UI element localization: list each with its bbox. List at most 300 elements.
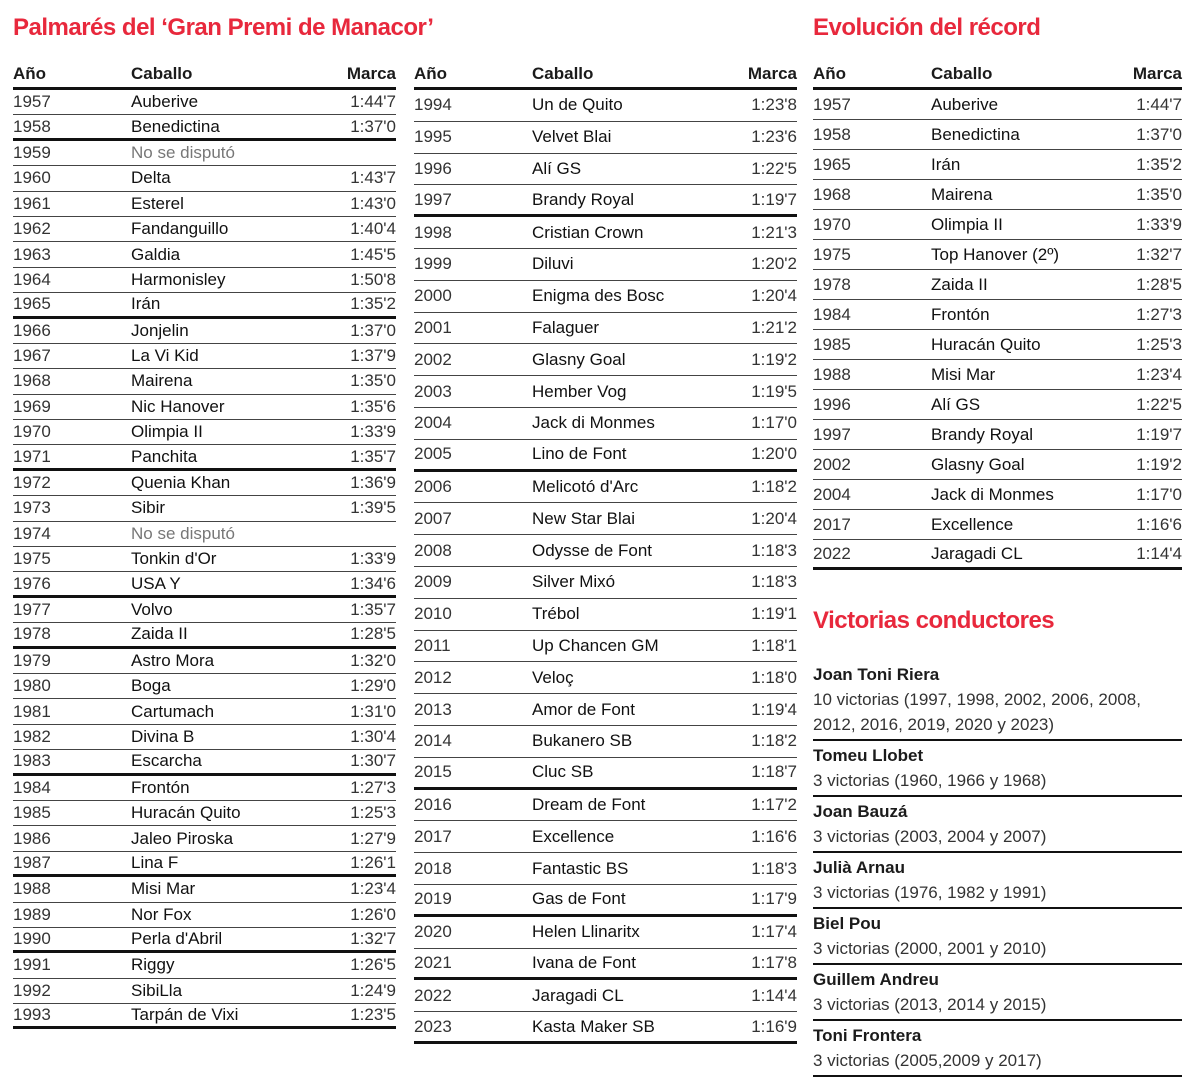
cell-time: 1:26'1 [350, 852, 396, 872]
cell-year: 1988 [813, 364, 851, 384]
header-year: Año [414, 64, 448, 83]
cell-year: 1957 [813, 94, 851, 114]
cell-horse: Odysse de Font [532, 540, 653, 560]
cell-year: 1962 [13, 219, 51, 239]
cell-time: 1:35'2 [350, 294, 396, 314]
table-row [13, 217, 396, 242]
table-row [414, 980, 797, 1012]
cell-horse: Jack di Monmes [532, 413, 655, 433]
table-row [414, 949, 797, 981]
cell-time: 1:23'4 [1136, 364, 1182, 384]
cell-horse: Glasny Goal [532, 349, 626, 369]
table-row [813, 420, 1182, 450]
cell-year: 1975 [13, 549, 51, 569]
table-row [414, 758, 797, 790]
table-row [813, 510, 1182, 540]
cell-horse: Excellence [931, 514, 1014, 534]
table-row [13, 623, 396, 648]
driver-item [813, 965, 1182, 1021]
cell-year: 1997 [813, 424, 851, 444]
header-time: Marca [1132, 64, 1182, 83]
cell-year: 1998 [414, 222, 452, 242]
cell-year: 1986 [13, 828, 51, 848]
cell-horse: Irán [131, 294, 161, 314]
cell-year: 1994 [414, 95, 452, 115]
cell-year: 2014 [414, 731, 452, 751]
cell-horse: Excellence [532, 826, 615, 846]
driver-name: Tomeu Llobet [813, 746, 924, 765]
drivers-title: Victorias conductores [813, 607, 1055, 634]
cell-time: 1:29'0 [350, 676, 396, 696]
cell-time: 1:23'8 [751, 95, 797, 115]
cell-horse: Misi Mar [131, 879, 196, 899]
cell-year: 2011 [414, 635, 451, 655]
cell-horse: Huracán Quito [931, 334, 1041, 354]
cell-year: 1970 [13, 422, 51, 442]
cell-horse: Fantastic BS [532, 858, 629, 878]
cell-horse: Zaida II [931, 274, 988, 294]
cell-horse: La Vi Kid [131, 346, 199, 366]
cell-time: 1:32'7 [350, 929, 396, 949]
cell-horse: Jonjelin [131, 320, 189, 340]
table-row [13, 344, 396, 369]
table-row [813, 240, 1182, 270]
table-row [13, 572, 396, 597]
cell-time: 1:40'4 [350, 219, 396, 239]
driver-name: Julià Arnau [813, 858, 905, 877]
cell-year: 2022 [813, 543, 851, 563]
cell-horse: Jaragadi CL [532, 985, 624, 1005]
cell-time: 1:24'9 [350, 980, 396, 1000]
cell-horse: Brandy Royal [931, 424, 1034, 444]
driver-wins: 3 victorias (1976, 1982 y 1991) [813, 883, 1047, 902]
table-row [13, 395, 396, 420]
cell-horse: Melicotó d'Arc [532, 476, 639, 496]
table-row [813, 270, 1182, 300]
cell-horse: Amor de Font [532, 699, 635, 719]
table-row [414, 726, 797, 758]
table-row [13, 725, 396, 750]
cell-year: 1983 [13, 751, 51, 771]
cell-year: 1977 [13, 600, 51, 619]
cell-year: 2010 [414, 604, 452, 624]
table-row [414, 662, 797, 694]
cell-year: 1965 [813, 154, 851, 174]
table-row [813, 300, 1182, 330]
cell-year: 2022 [414, 985, 452, 1005]
cell-time: 1:36'9 [350, 473, 396, 493]
cell-time: 1:39'5 [350, 498, 396, 518]
driver-name: Biel Pou [813, 914, 882, 933]
table-row [414, 599, 797, 631]
cell-horse: Ivana de Font [532, 952, 636, 972]
table-row [13, 674, 396, 699]
cell-year: 1973 [13, 498, 51, 518]
cell-time: 1:20'2 [751, 254, 797, 274]
cell-horse: Enigma des Bosc [532, 286, 665, 306]
cell-time: 1:35'7 [350, 446, 396, 466]
cell-year: 2001 [414, 317, 452, 337]
table-row [414, 535, 797, 567]
driver-wins: 10 victorias (1997, 1998, 2002, 2006, 2008, 2012, 2016, 2019, 2020 y 2023) [813, 690, 1141, 734]
cell-horse: USA Y [131, 573, 181, 593]
table-row [813, 330, 1182, 360]
cell-time: 1:17'8 [751, 952, 797, 972]
cell-horse: Tarpán de Vixi [131, 1005, 239, 1025]
cell-horse: Dream de Font [532, 794, 646, 814]
cell-horse: Velvet Blai [532, 127, 612, 147]
driver-item [813, 909, 1182, 965]
cell-time: 1:14'4 [751, 985, 797, 1005]
cell-year: 1997 [414, 189, 452, 209]
table-row [414, 790, 797, 822]
cell-time: 1:20'0 [751, 444, 797, 464]
table-row [13, 268, 396, 293]
table-row [414, 217, 797, 249]
cell-horse: Benedictina [931, 124, 1020, 144]
cell-horse: Jaleo Piroska [131, 828, 234, 848]
cell-year: 1968 [13, 371, 51, 391]
cell-time: 1:22'5 [1136, 394, 1182, 414]
table-row [13, 1004, 396, 1029]
cell-time: 1:37'9 [350, 346, 396, 366]
cell-year: 1960 [13, 168, 51, 188]
cell-year: 2017 [813, 514, 851, 534]
cell-year: 1987 [13, 852, 51, 872]
cell-horse: Falaguer [532, 317, 600, 337]
cell-horse: Cristian Crown [532, 222, 644, 242]
cell-time: 1:16'6 [1136, 514, 1182, 534]
cell-year: 1981 [13, 701, 51, 721]
table-row [414, 408, 797, 440]
driver-wins: 3 victorias (2003, 2004 y 2007) [813, 827, 1047, 846]
table-row [13, 979, 396, 1004]
cell-time: 1:21'3 [751, 222, 797, 242]
cell-horse: Huracán Quito [131, 803, 241, 823]
cell-year: 2019 [414, 889, 452, 909]
cell-year: 1990 [13, 929, 51, 949]
cell-time: 1:37'0 [1136, 124, 1182, 144]
cell-year: 1991 [13, 955, 51, 975]
table-row [414, 1012, 797, 1044]
table-row [414, 344, 797, 376]
header-year: Año [813, 64, 847, 83]
cell-horse: Riggy [131, 955, 175, 975]
cell-year: 1989 [13, 904, 51, 924]
driver-item [813, 853, 1182, 909]
cell-time: 1:23'5 [350, 1005, 396, 1025]
cell-time: 1:44'7 [1136, 94, 1182, 114]
cell-year: 2004 [414, 413, 452, 433]
driver-item [813, 797, 1182, 853]
table-row [414, 694, 797, 726]
table-header [414, 60, 797, 90]
table-row [13, 953, 396, 978]
table-row [813, 390, 1182, 420]
cell-horse: Frontón [931, 304, 990, 324]
table-header [813, 60, 1182, 90]
table-row [813, 360, 1182, 390]
cell-time: 1:44'7 [350, 92, 396, 112]
cell-year: 2012 [414, 667, 452, 687]
cell-horse: Glasny Goal [931, 454, 1025, 474]
table-row [414, 249, 797, 281]
cell-year: 2015 [414, 762, 452, 782]
cell-horse: Olimpia II [131, 422, 203, 442]
header-horse: Caballo [532, 64, 594, 83]
table-row [13, 801, 396, 826]
cell-time: 1:28'5 [1136, 274, 1182, 294]
driver-wins: 3 victorias (2000, 2001 y 2010) [813, 939, 1047, 958]
cell-time: 1:19'4 [751, 699, 797, 719]
table-row [414, 440, 797, 472]
cell-horse: Brandy Royal [532, 189, 635, 209]
cell-time: 1:35'0 [1136, 184, 1182, 204]
driver-wins: 3 victorias (2013, 2014 y 2015) [813, 995, 1047, 1014]
table-row [13, 166, 396, 191]
cell-horse: Delta [131, 168, 171, 188]
cell-year: 1993 [13, 1005, 51, 1025]
cell-year: 2016 [414, 794, 452, 814]
driver-wins: 3 victorias (2005,2009 y 2017) [813, 1051, 1042, 1070]
table-row [414, 567, 797, 599]
cell-time: 1:30'4 [350, 726, 396, 746]
cell-time: 1:35'6 [350, 396, 396, 416]
cell-time: 1:32'0 [350, 650, 396, 670]
cell-time: 1:27'9 [350, 828, 396, 848]
table-row [13, 877, 396, 902]
cell-year: 1976 [13, 573, 51, 593]
cell-time: 1:30'7 [350, 751, 396, 771]
table-row [13, 496, 396, 521]
record-table [813, 60, 1182, 570]
cell-year: 1992 [13, 980, 51, 1000]
cell-horse: New Star Blai [532, 508, 635, 528]
cell-year: 1984 [13, 777, 51, 797]
cell-horse: Cluc SB [532, 762, 594, 782]
table-row [414, 281, 797, 313]
cell-time: 1:26'5 [350, 955, 396, 975]
cell-horse: Esterel [131, 193, 184, 213]
cell-year: 1970 [813, 214, 851, 234]
cell-time: 1:22'5 [751, 158, 797, 178]
cell-year: 1982 [13, 726, 51, 746]
cell-year: 1971 [13, 446, 51, 466]
cell-year: 1974 [13, 523, 51, 543]
cell-time: 1:26'0 [350, 904, 396, 924]
cell-year: 2007 [414, 508, 452, 528]
cell-horse: Irán [931, 154, 961, 174]
drivers-list [813, 660, 1182, 1077]
cell-year: 2002 [813, 454, 851, 474]
cell-time: 1:37'0 [350, 116, 396, 136]
record-title: Evolución del récord [813, 14, 1041, 41]
cell-year: 1979 [13, 650, 51, 670]
table-row [13, 192, 396, 217]
header-horse: Caballo [931, 64, 993, 83]
cell-horse: Auberive [931, 94, 999, 114]
cell-year: 1980 [13, 676, 51, 696]
cell-horse: Diluvi [532, 254, 574, 274]
table-row [813, 150, 1182, 180]
cell-year: 1996 [813, 394, 851, 414]
cell-horse: Tonkin d'Or [131, 549, 217, 569]
table-row [13, 903, 396, 928]
cell-year: 1957 [13, 92, 51, 112]
cell-year: 2013 [414, 699, 452, 719]
cell-horse: Helen Llinaritx [532, 922, 640, 942]
table-row [13, 369, 396, 394]
cell-horse: Alí GS [931, 394, 981, 414]
cell-time: 1:20'4 [751, 286, 797, 306]
cell-horse: Cartumach [131, 701, 215, 721]
cell-time: 1:18'3 [751, 540, 797, 560]
cell-year: 2009 [414, 572, 452, 592]
cell-horse: Hember Vog [532, 381, 627, 401]
cell-year: 1961 [13, 193, 51, 213]
table-row [414, 313, 797, 345]
cell-year: 2020 [414, 922, 452, 942]
cell-horse: Sibir [131, 498, 166, 518]
driver-name: Joan Toni Riera [813, 665, 940, 684]
cell-year: 1968 [813, 184, 851, 204]
driver-name: Toni Frontera [813, 1026, 922, 1045]
cell-year: 1984 [813, 304, 851, 324]
cell-time: 1:20'4 [751, 508, 797, 528]
table-row [13, 826, 396, 851]
cell-time: 1:18'7 [751, 762, 797, 782]
cell-time: 1:35'7 [350, 600, 396, 619]
cell-horse: Lina F [131, 852, 179, 872]
cell-horse: Galdia [131, 244, 181, 264]
cell-horse: No se disputó [131, 142, 235, 162]
table-row [813, 540, 1182, 570]
table-header [13, 60, 396, 90]
cell-time: 1:19'5 [751, 381, 797, 401]
cell-year: 2021 [414, 952, 452, 972]
cell-year: 1988 [13, 879, 51, 899]
cell-year: 1958 [13, 116, 51, 136]
cell-horse: Harmonisley [131, 269, 226, 289]
table-row [13, 141, 396, 166]
cell-year: 2018 [414, 858, 452, 878]
cell-time: 1:33'9 [1136, 214, 1182, 234]
table-row [414, 885, 797, 917]
cell-time: 1:18'2 [751, 731, 797, 751]
cell-year: 2003 [414, 381, 452, 401]
cell-horse: Perla d'Abril [131, 929, 223, 949]
cell-horse: Top Hanover (2º) [931, 244, 1060, 264]
cell-time: 1:43'0 [350, 193, 396, 213]
table-row [813, 90, 1182, 120]
cell-year: 1972 [13, 473, 51, 493]
cell-time: 1:18'0 [751, 667, 797, 687]
cell-time: 1:35'0 [350, 371, 396, 391]
cell-horse: Veloç [532, 667, 574, 687]
cell-horse: Alí GS [532, 158, 582, 178]
cell-year: 1975 [813, 244, 851, 264]
cell-time: 1:18'2 [751, 476, 797, 496]
cell-time: 1:50'8 [350, 269, 396, 289]
cell-horse: Silver Mixó [532, 572, 616, 592]
cell-time: 1:17'9 [751, 889, 797, 909]
cell-time: 1:25'3 [350, 803, 396, 823]
table-row [13, 90, 396, 115]
cell-time: 1:21'2 [751, 317, 797, 337]
cell-horse: Escarcha [131, 751, 202, 771]
cell-time: 1:27'3 [350, 777, 396, 797]
table-row [13, 852, 396, 877]
cell-horse: Bukanero SB [532, 731, 633, 751]
table-row [414, 917, 797, 949]
cell-horse: Jack di Monmes [931, 484, 1054, 504]
table-row [813, 480, 1182, 510]
cell-time: 1:37'0 [350, 320, 396, 340]
table-row [414, 853, 797, 885]
cell-time: 1:45'5 [350, 244, 396, 264]
cell-year: 1958 [813, 124, 851, 144]
cell-year: 1963 [13, 244, 51, 264]
driver-item [813, 660, 1182, 741]
table-row [13, 293, 396, 318]
cell-year: 2004 [813, 484, 851, 504]
cell-time: 1:28'5 [350, 624, 396, 644]
cell-year: 2023 [414, 1016, 452, 1036]
cell-horse: Un de Quito [532, 95, 623, 115]
cell-year: 2006 [414, 476, 452, 496]
cell-time: 1:19'2 [1136, 454, 1182, 474]
table-row [414, 821, 797, 853]
table-row [813, 210, 1182, 240]
cell-horse: Auberive [131, 92, 199, 112]
cell-horse: SibiLla [131, 980, 183, 1000]
header-time: Marca [747, 64, 797, 83]
cell-horse: Benedictina [131, 116, 220, 136]
cell-time: 1:17'4 [751, 922, 797, 942]
table-row [13, 115, 396, 140]
cell-horse: Mairena [931, 184, 993, 204]
table-row [813, 120, 1182, 150]
driver-name: Joan Bauzá [813, 802, 908, 821]
table-row [13, 242, 396, 267]
cell-horse: Kasta Maker SB [532, 1016, 655, 1036]
cell-time: 1:23'6 [751, 127, 797, 147]
table-row [414, 631, 797, 663]
cell-time: 1:17'0 [751, 413, 797, 433]
palmares-table-2 [414, 60, 797, 1044]
table-row [414, 472, 797, 504]
cell-horse: Nor Fox [131, 904, 192, 924]
header-time: Marca [346, 64, 396, 83]
header-horse: Caballo [131, 64, 193, 83]
cell-horse: Boga [131, 676, 171, 696]
table-row [13, 319, 396, 344]
cell-year: 1978 [813, 274, 851, 294]
cell-time: 1:19'1 [751, 604, 797, 624]
table-row [13, 420, 396, 445]
table-row [414, 376, 797, 408]
table-row [13, 522, 396, 547]
cell-horse: No se disputó [131, 523, 235, 543]
cell-time: 1:32'7 [1136, 244, 1182, 264]
cell-time: 1:34'6 [350, 573, 396, 593]
cell-time: 1:17'0 [1136, 484, 1182, 504]
cell-year: 2008 [414, 540, 452, 560]
cell-time: 1:18'1 [751, 635, 797, 655]
cell-time: 1:19'2 [751, 349, 797, 369]
table-row [13, 445, 396, 470]
cell-horse: Quenia Khan [131, 473, 231, 493]
